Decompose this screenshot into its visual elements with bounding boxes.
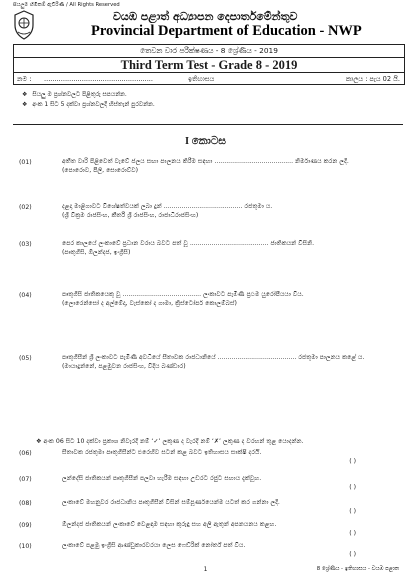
department-title-english: Provincial Department of Education - NWP <box>88 23 365 40</box>
name-label: නම : <box>17 75 32 83</box>
question-number: (08) <box>19 500 32 507</box>
question-text: ලංකාවේ පළමු ඉංග්‍රීසි ආණ්ඩුකාරවරයා ලෙස ෆෙඩ්රික් නෝර්ත් පත් විය. ( ) <box>62 541 398 559</box>
divider <box>13 124 403 125</box>
question-hint: (මායාදුන්නේ, පළමුවන රාජසිංහ, වීදිය බණ්ඩාර) <box>62 363 186 371</box>
question-text: අතීත වාරි පිළිවෙත් වැවේ ජලය සඟා පාලනය කිරීම සඳහා ........................................ නිර්මාණය කරන ලදී. (පොරොව, පීලි, සොරොව්ව) <box>62 158 349 175</box>
question-number: (04) <box>19 292 32 299</box>
question-text: ඕලන්දජ ජාතිකයන් ලංකාවේ වෙළඳාම සඳහා කුරුඳු සහ අලි ඇතුන් අපනයනය කළහ. ( ) <box>62 520 398 538</box>
question-hint: (පෘතුගීසි, ඕලන්දජ, ඉංග්‍රීසි) <box>62 249 131 257</box>
answer-box: ( ) <box>349 484 356 492</box>
question-number: (09) <box>19 522 32 529</box>
exam-title-band <box>13 44 405 85</box>
answer-box: ( ) <box>349 508 356 516</box>
answer-box: ( ) <box>349 551 356 559</box>
bullet-icon: ❖ <box>22 91 28 98</box>
question-number: (01) <box>19 159 32 166</box>
name-field: .................................................... <box>44 75 153 83</box>
candidate-row <box>14 72 404 85</box>
answer-box: ( ) <box>349 530 356 538</box>
term-title-sinhala: තෙවන වාර පරීක්ෂණය - 8 ශ්‍රේණිය - 2019 <box>14 45 404 58</box>
instruction-item: ❖ අංක 1 සිට 5 දක්වා ප්‍රශ්නවලදී හිස්තැන් පුරවන්න. <box>22 101 155 108</box>
department-title-sinhala: වයඹ පළාත් අධ්‍යාපන දෙපාර්තමේන්තුව <box>110 10 300 24</box>
term-title-english: Third Term Test - Grade 8 - 2019 <box>120 58 298 72</box>
question-number: (03) <box>19 241 32 248</box>
bullet-icon: ❖ <box>22 101 28 108</box>
question-text: පෙර කාලයේ ලංකාවේ ප්‍රධාන වරාය බවට පත් වූ ........................................ ජාතිකයන් විසිනි. (පෘතුගීසි, ඕලන්දජ, ඉංග්‍රීසි) <box>62 240 315 257</box>
question-text: දළදා මාළිගාවට විශේෂත්වයක් ලබා දුන් ........................................ රජතුමා ය. (ශ්‍රී වික්‍රම රාජසිංහ, කීර්ති ශ්‍රී රාජසිංහ, රාජාධිරාජසිංහ) <box>62 203 273 220</box>
question-number: (05) <box>19 355 32 362</box>
page-number: 1 <box>203 566 208 573</box>
question-text: ලංකාවේ මහනුවර රාජධානිය පෘතුගීසීන් විසින් සම්පූර්ණයෙන්ම යටත් කර ගන්නා ලදී. ( ) <box>62 498 398 516</box>
question-number: (07) <box>19 476 32 483</box>
time-label: කාලය : පැය 02 යි. <box>345 75 400 83</box>
question-text: සීතාවක රජතුමා පෘතුගීසීන්ට එරෙහිව සටන් කළ බවට ඉතිහාසය සාක්ෂි දරයි. ( ) <box>62 448 398 466</box>
footer-code: 8 ශ්‍රේණිය - ඉතිහාසය - වයඹ පළාත <box>316 566 399 572</box>
question-number: (10) <box>19 543 32 550</box>
copyright-note: සියලුම හිමිකම් ඇවිරිණි / All Rights Reserved <box>13 2 120 8</box>
question-number: (02) <box>19 204 32 211</box>
question-number: (06) <box>19 450 32 457</box>
question-hint: (ලොරෙන්සෝ ද අල්මේදා, වැස්කෝ ද ගාමා, ක්‍රිස්ටෝපර් කොලම්බස්) <box>62 300 237 308</box>
question-hint: (ශ්‍රී වික්‍රම රාජසිංහ, කීර්ති ශ්‍රී රාජසිංහ, රාජාධිරාජසිංහ) <box>62 212 199 220</box>
provincial-crest-icon <box>13 10 35 40</box>
question-hint: (පොරොව, පීලි, සොරොව්ව) <box>62 167 139 175</box>
answer-box: ( ) <box>349 458 356 466</box>
section-instruction: ❖ අංක 06 සිට 10 දක්වා ප්‍රකාශ නිවැරදි නම් ‘✓’ ලකුණ ද වැරදි නම් ‘✗’ ලකුණ ද වරහන් තුළ යොදන්න. <box>36 438 304 445</box>
subject-label: ඉතිහාසය <box>188 75 215 83</box>
question-text: ලන්දේසි ජාතිකයන් පෘතුගීසීන් පලවා හැරීම සඳහා උඩරට රජුට සහාය දැක්වූහ. ( ) <box>62 474 398 492</box>
part-title: I කොටස <box>185 136 226 147</box>
question-text: පෘතුගීසි ජාතිකයෙකු වූ ........................................ ලංකාවට පැමිණි ප්‍රථම යුරෝපීයයා විය. (ලොරෙන්සෝ ද අල්මේදා, වැස්කෝ ද ගාමා, ක්‍රිස්ටෝපර් කොලම්බස්) <box>62 291 304 308</box>
question-text: පෘතුගීසීන් ශ්‍රී ලංකාවට පැමිණි අවධියේ සීතාවක රාජධානියේ ........................................ රජතුමා පාලනය කළේ ය. (මායාදුන්නේ, පළමුවන රාජසිංහ, වීදිය බණ්ඩාර) <box>62 354 365 371</box>
header-title-block <box>40 10 403 40</box>
instruction-item: ❖ සියලු ම ප්‍රශ්නවලට පිළිතුරු සපයන්න. <box>22 91 127 98</box>
